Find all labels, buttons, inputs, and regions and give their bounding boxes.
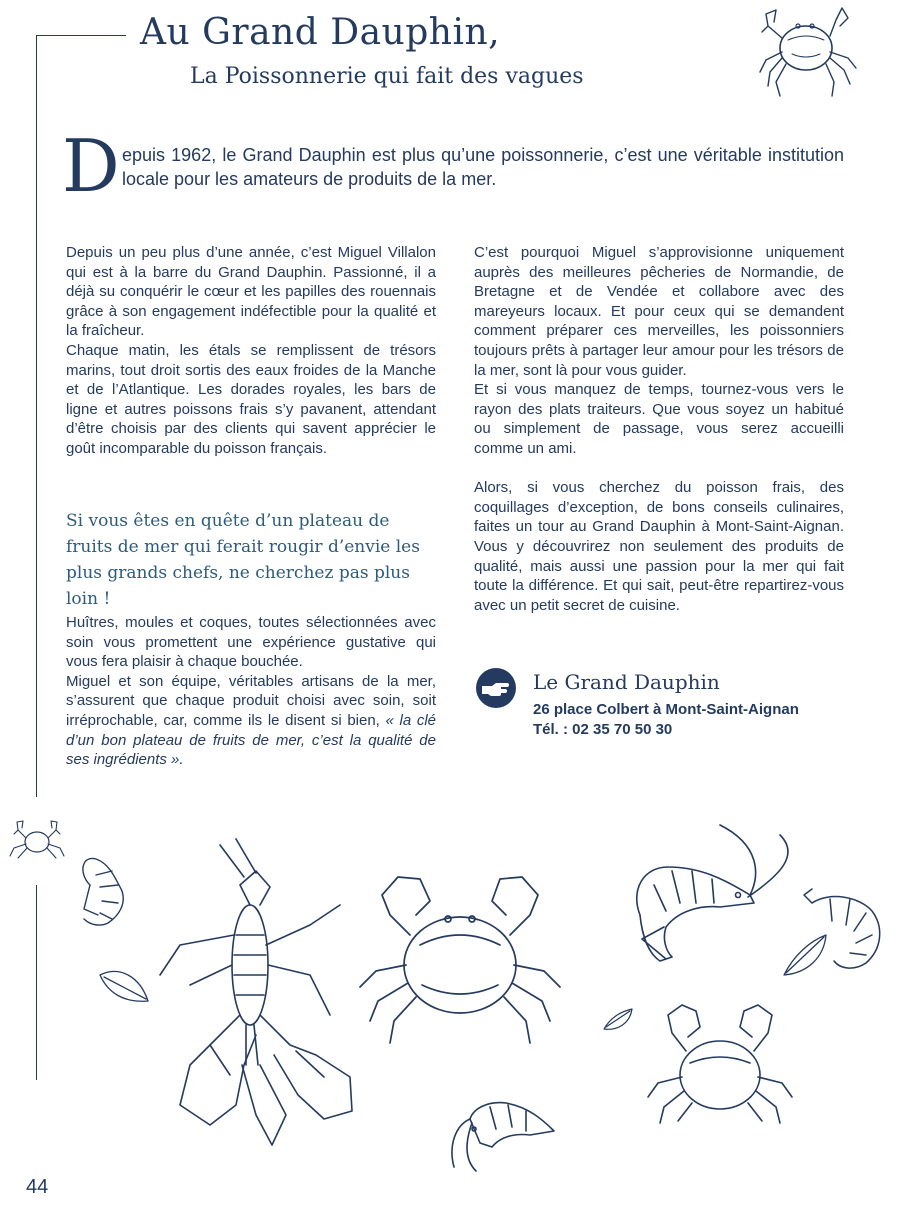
right-leaf-icon xyxy=(784,935,826,975)
small-leaf-icon xyxy=(604,1009,632,1029)
drop-cap: D xyxy=(62,124,120,208)
shop-name: Le Grand Dauphin xyxy=(533,670,720,694)
large-crab-icon xyxy=(360,877,560,1043)
bottom-crab-icon xyxy=(648,1005,792,1123)
left-column-lower xyxy=(66,613,436,770)
curved-shrimp-icon xyxy=(637,825,788,961)
seafood-illustration xyxy=(60,815,890,1175)
shop-phone: Tél. : 02 35 70 50 30 xyxy=(533,721,673,738)
page-number: 44 xyxy=(26,1176,49,1198)
left-frame-line-top xyxy=(36,35,37,797)
left-frame-line-bottom xyxy=(36,885,37,1080)
intro-paragraph: epuis 1962, le Grand Dauphin est plus qu’une poissonnerie, c’est une véritable institution locale pour les amateurs de produits de la mer. xyxy=(122,145,844,189)
shop-address: 26 place Colbert à Mont-Saint-Aignan xyxy=(533,701,799,718)
crab-icon xyxy=(752,2,860,104)
right-column xyxy=(474,243,844,615)
left-paragraph-3: Huîtres, moules et coques, toutes sélectionnées avec soin vous promettent une expérience gustative qui vous fera plaisir à chaque bouchée. xyxy=(66,614,436,671)
leaf-icon xyxy=(100,971,148,1001)
right-paragraph-2: Et si vous manquez de temps, tournez-vous vers le rayon des plats traiteurs. Que vous soyez un habitué ou simplement de passage, vous serez accueilli comme un ami. xyxy=(474,381,844,457)
left-paragraph-1: Depuis un peu plus d’une année, c’est Miguel Villalon qui est à la barre du Grand Dauphin. Passionné, il a déjà su conquérir le cœur et les papilles des rouennais grâce à son engagement indéfectible pour la qualité et la fraîcheur. xyxy=(66,244,436,340)
right-paragraph-3: Alors, si vous cherchez du poisson frais, des coquillages d’exception, de bons conseils culinaires, faites un tour au Grand Dauphin à Mont-Saint-Aignan. Vous y découvrirez non seulement des produits de qualité, mais aussi une passion pour la mer qui fait toute la différence. Et qui sait, peut-être repartirez-vous avec un petit secret de cuisine. xyxy=(474,479,844,614)
pull-quote: Si vous êtes en quête d’un plateau de fruits de mer qui ferait rougir d’envie les plus grands chefs, ne cherchez pas plus loin ! xyxy=(66,511,420,609)
small-crab-icon xyxy=(8,816,66,866)
left-column xyxy=(66,243,436,459)
shrimp-icon xyxy=(83,858,123,925)
page-subtitle: La Poissonnerie qui fait des vagues xyxy=(190,64,584,89)
bottom-shrimp-icon xyxy=(452,1103,554,1171)
left-paragraph-2: Chaque matin, les étals se remplissent de trésors marins, tout droit sortis des eaux froides de la Manche et de l’Atlantique. Les dorades royales, les bars de ligne et autres poissons frais s’y pavanent, attendant d’être choisis par des clients qui savent apprécier le goût incomparable du poisson français. xyxy=(66,341,436,457)
left-paragraph-4 xyxy=(66,672,436,770)
left-paragraph-4-text: Miguel et son équipe, véritables artisans de la mer, s’assurent que chaque produit choisi avec soin, soit irréprochable, car, comme ils le disent si bien, xyxy=(66,672,436,729)
page-title: Au Grand Dauphin, xyxy=(140,12,501,53)
small-shrimp-icon xyxy=(804,889,880,968)
lobster-icon xyxy=(160,839,352,1145)
top-frame-line xyxy=(36,35,126,36)
pointing-hand-icon xyxy=(473,668,519,708)
inline-quote: « la clé d’un bon plateau de fruits de mer, c’est la qualité de ses ingrédients ». xyxy=(66,711,437,769)
right-paragraph-1: C’est pourquoi Miguel s’approvisionne uniquement auprès des meilleures pêcheries de Normandie, de Bretagne et de Vendée et collabore avec des mareyeurs locaux. Et pour ceux qui se demandent comment préparer ces merveilles, les poissonniers toujours prêts à partager leur amour pour les trésors de la mer, sont là pour vous guider. xyxy=(474,244,844,379)
